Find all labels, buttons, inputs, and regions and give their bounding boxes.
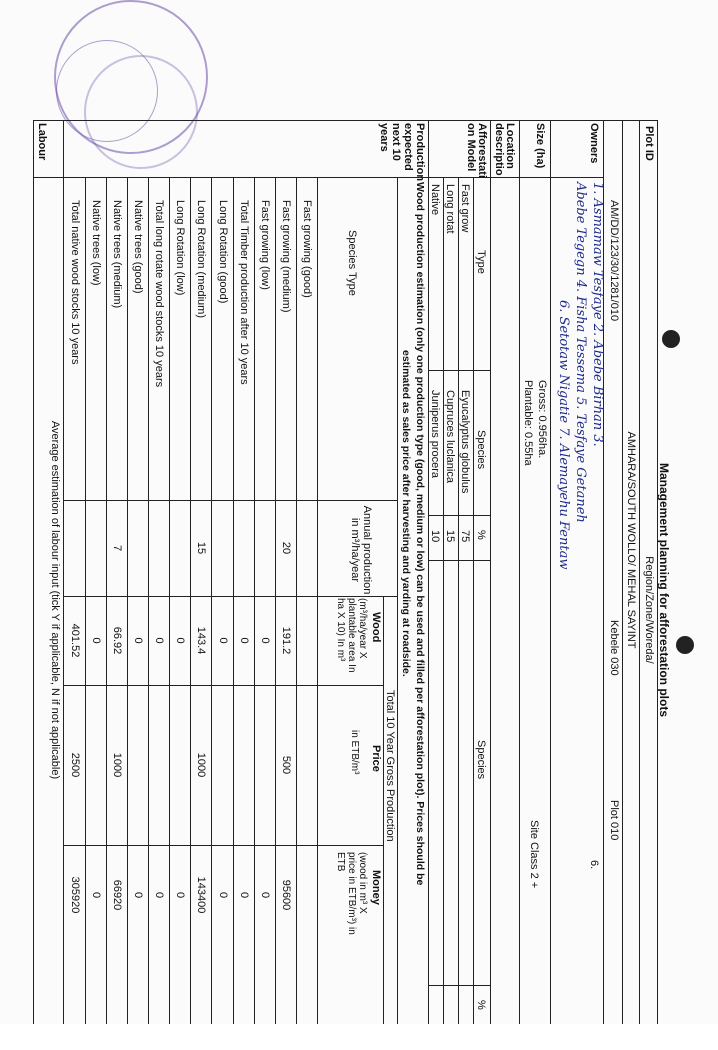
location-label: Location descriptio [493, 123, 516, 176]
row-money: 0 [174, 891, 187, 899]
labour-note: Average estimation of labour input (tick Y if applicable, N if not applicable) [49, 420, 61, 780]
row-money: 95600 [279, 879, 292, 911]
row-species: Native trees (low) [90, 200, 102, 286]
production-note-2: estimated as sales price after harvesting and yarding at roadside. [400, 350, 412, 677]
table-row-divider [85, 177, 86, 1024]
row-species: Long Rotation (medium) [195, 200, 208, 319]
model-header-type: Type [475, 250, 487, 274]
row-wood: 0 [216, 637, 229, 644]
row-species: Long Rotation (good) [216, 200, 229, 304]
model-type-3: Native [429, 184, 441, 216]
table-row-divider [127, 177, 128, 1024]
afforestation-model-label: Afforestati on Model [465, 123, 488, 179]
table-row-divider [148, 177, 149, 1024]
model-type-1: Fast grow [459, 184, 471, 233]
row-price: 500 [279, 755, 292, 775]
plot-code: AM/DD/123/30/1281/010 [608, 200, 620, 322]
size-label: Size (ha) [534, 123, 546, 169]
col-price: Price [370, 745, 382, 772]
row-species: Total Timber production after 10 years [237, 200, 250, 385]
plot-value: Plot 010 [608, 800, 620, 841]
row-price: 1000 [195, 752, 208, 778]
row-wood: 143.4 [195, 626, 208, 655]
plot-id-label: Plot ID [643, 126, 655, 161]
model-header-pct: % [475, 530, 487, 540]
row-species: Fast growing (low) [258, 200, 271, 290]
table-row-divider [212, 177, 213, 1024]
row-wood: 0 [90, 637, 102, 644]
model-header-species-2: Species [475, 740, 487, 780]
model-pct-3: 10 [429, 530, 441, 543]
row-species: Long Rotation (low) [174, 200, 187, 296]
row-money: 305920 [68, 876, 81, 914]
row-money: 143400 [195, 876, 208, 914]
col-annual: Annual production in m³/ha/year [349, 505, 373, 595]
row-wood: 66.92 [111, 626, 124, 655]
table-row-divider [190, 177, 191, 1024]
row-species: Fast growing (medium) [279, 200, 292, 313]
col-species-type: Species Type [346, 230, 358, 296]
form-title: Management planning for afforestation plots [657, 462, 671, 717]
row-wood: 0 [258, 637, 271, 644]
model-pct-2: 15 [444, 530, 456, 543]
owners-line-1: 1. Asmamaw Tesfaye 2. Abebe Birhan 3. [590, 182, 605, 447]
row-wood: 0 [132, 637, 145, 644]
owners-line-2: Abebe Tegegn 4. Fisha Tessema 5. Tesfaye Getaneh [573, 182, 588, 523]
row-annual: 15 [195, 541, 208, 555]
labour-label: Labour [36, 123, 48, 161]
row-species: Fast growing (good) [301, 200, 313, 298]
model-header-species: Species [475, 430, 487, 470]
row-money: 0 [90, 891, 102, 899]
row-price: 1000 [111, 752, 124, 778]
kebele-value: Kebele 030 [608, 620, 620, 676]
model-header-pct-2: % [475, 1000, 487, 1010]
table-row-divider [169, 177, 170, 1024]
owners-label: Owners [588, 123, 600, 164]
row-wood: 0 [174, 637, 187, 644]
region-value: AMHARA/SOUTH WOLLO/ MEHAL SAYINT [625, 431, 637, 649]
col-wood-sub: (m³/ha/year X plantable area In ha X 10) In m³ [335, 598, 368, 673]
model-type-2: Long rotat [444, 184, 456, 234]
row-price: 2500 [68, 752, 81, 778]
region-label: Region/Zone/Woreda/ [643, 556, 655, 664]
official-stamp [84, 55, 198, 169]
production-label: Production expected next 10 years [378, 123, 426, 182]
model-pct-1: 75 [459, 530, 471, 543]
table-row-divider [106, 177, 107, 1024]
row-species: Native trees (good) [132, 200, 145, 294]
production-note-1: Wood production estimation (only one production type (good, medium or low) can be used and filled per afforestation plot). Prices should be [414, 182, 426, 886]
table-row-divider [296, 177, 297, 1024]
table-row-divider [233, 177, 234, 1024]
row-money: 0 [258, 891, 271, 899]
row-money: 0 [132, 891, 145, 899]
row-wood: 0 [237, 637, 250, 644]
row-wood: 401.52 [68, 623, 81, 658]
row-annual: 20 [279, 541, 292, 555]
col-money-sub: (wood in m³ X price in ETB/m³) in ETB [335, 852, 368, 935]
row-money: 0 [153, 891, 166, 899]
punch-hole-icon [676, 636, 694, 654]
col-total: Total 10 Year Gross Production [384, 690, 396, 842]
table-row-divider [254, 177, 255, 1024]
row-wood: 191.2 [279, 626, 292, 655]
owners-line-3: 6. Setotaw Nigatie 7. Alemayehu Fentaw [556, 300, 571, 570]
gross-size: Gross: 0.956ha. [536, 380, 548, 459]
row-species: Total native wood stocks 10 years [68, 200, 81, 365]
model-species-1: Eyucalyptus globulus [459, 390, 471, 494]
row-money: 66920 [111, 879, 124, 911]
row-species: Total long rotate wood stocks 10 years [153, 200, 166, 388]
row-wood: 0 [153, 637, 166, 644]
col-wood: Wood [370, 612, 382, 643]
row-money: 0 [237, 891, 250, 899]
row-money: 0 [216, 891, 229, 899]
table-row-divider [275, 177, 276, 1024]
model-species-3: Juniperus procera [429, 390, 441, 479]
plantable-size: Plantable: 0.55ha [522, 380, 534, 466]
col-money: Money [370, 870, 382, 905]
owners-line-4: 6. [588, 860, 600, 870]
site-class: Site Class 2 + [528, 820, 540, 889]
col-price-sub: in ETB/m³ [349, 730, 360, 775]
row-species: Native trees (medium) [111, 200, 124, 309]
model-species-2: Cupruces luclanica [444, 390, 456, 483]
row-annual: 7 [111, 544, 124, 552]
